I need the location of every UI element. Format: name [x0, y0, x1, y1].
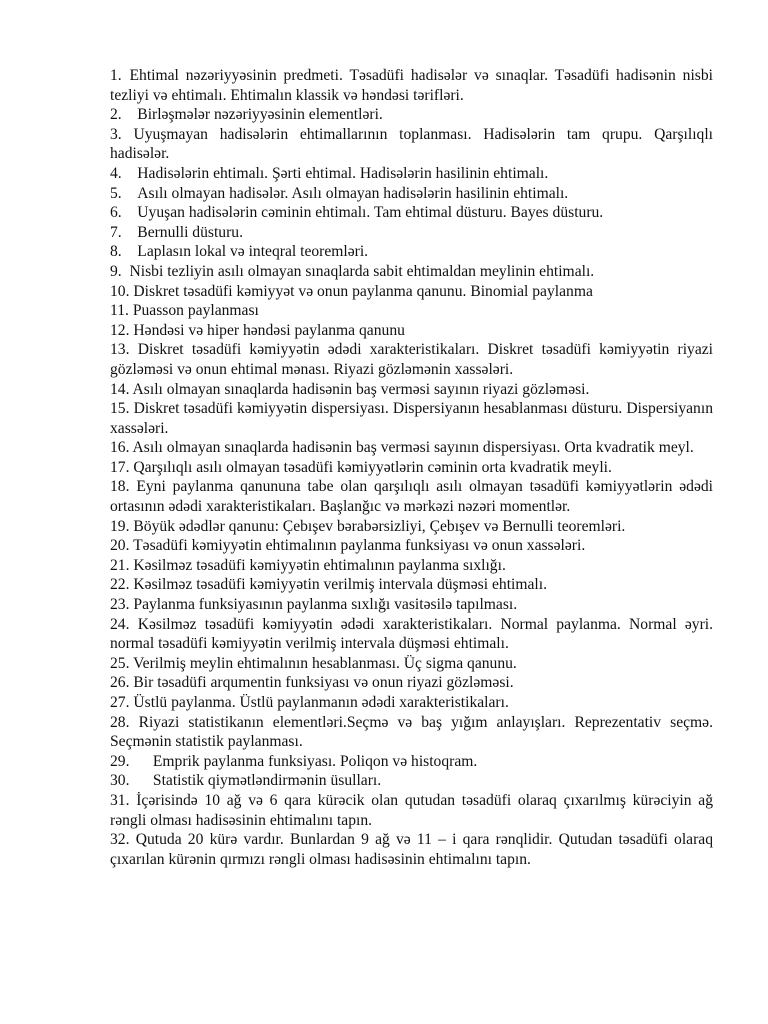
list-item: [110, 380, 713, 400]
list-item: [110, 752, 713, 772]
item-number: 4.: [110, 164, 122, 182]
list-item: [110, 458, 713, 478]
item-number: 10.: [110, 282, 130, 300]
item-text: Eyni paylanma qanununa tabe olan qarşılıqlı asılı olmayan təsadüfi kəmiyyətlərin ədədi ortasının ədədi xarakteristikaları. Başlanğıc və mərkəzi nəzəri momentlər.: [110, 478, 713, 516]
item-number-gap: [122, 243, 138, 260]
item-text: Birləşmələr nəzəriyyəsinin elementləri.: [137, 106, 383, 124]
list-item: [110, 340, 713, 379]
list-item: [110, 125, 713, 164]
list-item: [110, 438, 713, 458]
item-number-gap: [122, 106, 138, 123]
item-number: 27.: [110, 694, 130, 711]
item-text: Puasson paylanması: [132, 302, 259, 320]
item-number-gap: [122, 185, 138, 202]
item-number: 19.: [110, 517, 130, 535]
list-item: [110, 556, 713, 576]
item-number: 29.: [110, 752, 130, 770]
item-number-gap: [130, 753, 153, 770]
item-text: Uyuşan hadisələrin cəminin ehtimalı. Tam ehtimal düsturu. Bayes düsturu.: [137, 204, 604, 222]
item-text: Üstlü paylanma. Üstlü paylanmanın ədədi xarakteristikaları.: [133, 694, 509, 711]
item-text: Nisbi tezliyin asılı olmayan sınaqlarda sabit ehtimaldan meylinin ehtimalı.: [129, 262, 595, 280]
item-number-gap: [130, 341, 138, 358]
list-item: [110, 301, 713, 321]
list-item: [110, 615, 713, 654]
item-number: 13.: [110, 341, 130, 359]
item-text: Kəsilməz təsadüfi kəmiyyətin ehtimalının paylanma sıxlığı.: [133, 556, 506, 574]
item-number-gap: [122, 67, 130, 84]
item-number-gap: [130, 772, 153, 789]
item-text: Statistik qiymətləndirmənin üsulları.: [152, 772, 382, 790]
item-number: 6.: [110, 204, 122, 222]
list-item: [110, 262, 713, 282]
item-number: 26.: [110, 674, 130, 692]
list-item: [110, 203, 713, 223]
item-number-gap: [130, 714, 139, 731]
item-text: Ehtimal nəzəriyyəsinin predmeti. Təsadüfi hadisələr və sınaqlar. Təsadüfi hadisənin nisbi tezliyi və ehtimalı. Ehtimalın klassik və həndəsi tərifləri.: [110, 67, 713, 104]
list-item: [110, 830, 713, 869]
item-number: 20.: [110, 537, 130, 555]
item-text: Bir təsadüfi arqumentin funksiyası və onun riyazi gözləməsi.: [133, 674, 514, 692]
item-text: Kəsilməz təsadüfi kəmiyyətin ədədi xarakteristikaları. Normal paylanma. Normal əyri. normal təsadüfi kəmiyyətin verilmiş intervala düşməsi ehtimalı.: [110, 615, 714, 653]
list-item: [110, 575, 713, 595]
item-number: 30.: [110, 772, 130, 790]
item-text: Diskret təsadüfi kəmiyyət və onun paylanma qanunu. Binomial paylanma: [133, 282, 593, 300]
item-number-gap: [122, 263, 130, 280]
item-number: 23.: [110, 596, 130, 614]
list-item: [110, 771, 713, 791]
list-item: [110, 282, 713, 302]
list-item: [110, 517, 713, 537]
list-item: [110, 105, 713, 125]
item-text: Qarşılıqlı asılı olmayan təsadüfi kəmiyyətlərin cəminin orta kvadratik meyli.: [133, 458, 612, 476]
item-number: 17.: [110, 458, 130, 476]
item-text: İçərisində 10 ağ və 6 qara kürəcik olan qutudan təsadüfi olaraq çıxarılmış kürəciyin ağ rəngli olması hadisəsinin ehtimalını tapın.: [110, 791, 713, 829]
item-number: 32.: [110, 831, 130, 849]
list-item: [110, 66, 713, 105]
item-text: Həndəsi və hiper həndəsi paylanma qanunu: [133, 321, 405, 339]
list-item: [110, 595, 713, 615]
item-text: Laplasın lokal və inteqral teoremləri.: [137, 243, 369, 261]
item-number-gap: [130, 616, 138, 633]
item-number: 21.: [110, 556, 130, 574]
list-item: [110, 242, 713, 262]
list-item: [110, 184, 713, 204]
item-text: Diskret təsadüfi kəmiyyətin ədədi xarakteristikaları. Diskret təsadüfi kəmiyyətin riyazi gözləməsi və onun ehtimal mənası. Riyazi gözləmənin xassələri.: [110, 341, 714, 378]
list-item: [110, 536, 713, 556]
item-number: 28.: [110, 713, 130, 731]
item-number: 3.: [110, 125, 122, 143]
item-number: 7.: [110, 223, 122, 241]
item-number-gap: [122, 126, 134, 143]
item-text: Riyazi statistikanın elementləri.Seçmə və baş yığım anlayışları. Reprezentativ seçmə. Seçmənin statistik paylanması.: [110, 713, 713, 751]
item-number: 11.: [110, 302, 129, 320]
list-item: [110, 673, 713, 693]
item-number: 2.: [110, 106, 122, 124]
list-item: [110, 321, 713, 341]
item-number: 8.: [110, 243, 122, 261]
item-number: 15.: [110, 400, 130, 418]
item-text: Verilmiş meylin ehtimalının hesablanması. Üç sigma qanunu.: [133, 654, 517, 672]
item-number-gap: [122, 204, 138, 221]
item-number: 24.: [110, 615, 130, 633]
item-text: Qutuda 20 kürə vardır. Bunlardan 9 ağ və 11 – i qara rənqlidir. Qutudan təsadüfi olaraq çıxarılan kürənin qırmızı rəngli olması hadisəsinin ehtimalını tapın.: [110, 831, 713, 868]
item-number: 1.: [110, 67, 122, 84]
list-item: [110, 223, 713, 243]
item-text: Kəsilməz təsadüfi kəmiyyətin verilmiş intervala düşməsi ehtimalı.: [133, 576, 547, 594]
item-number: 22.: [110, 576, 130, 594]
list-item: [110, 713, 713, 752]
item-text: Asılı olmayan sınaqlarda hadisənin baş verməsi sayının riyazi gözləməsi.: [132, 380, 590, 398]
item-number-gap: [122, 165, 138, 182]
item-text: Diskret təsadüfi kəmiyyətin dispersiyası. Dispersiyanın hesablanması düsturu. Dispersiyanın xassələri.: [110, 400, 713, 437]
item-number: 18.: [110, 478, 130, 496]
document-page: [110, 66, 713, 869]
list-item: [110, 791, 713, 830]
item-number: 5.: [110, 184, 122, 202]
item-text: Bernulli düsturu.: [137, 223, 243, 241]
item-text: Asılı olmayan sınaqlarda hadisənin baş verməsi sayının dispersiyası. Orta kvadratik meyl.: [132, 439, 694, 457]
item-number: 16.: [110, 439, 130, 457]
item-text: Böyük ədədlər qanunu: Çebışev bərabərsizliyi, Çebışev və Bernulli teoremləri.: [133, 517, 626, 535]
item-text: Paylanma funksiyasının paylanma sıxlığı vasitəsilə tapılması.: [133, 596, 518, 614]
item-number: 31.: [110, 791, 130, 809]
list-item: [110, 477, 713, 516]
item-number: 9.: [110, 262, 122, 280]
list-item: [110, 654, 713, 674]
item-number: 14.: [110, 380, 130, 398]
item-text: Uyuşmayan hadisələrin ehtimallarının toplanması. Hadisələrin tam qrupu. Qarşılıqlı hadisələr.: [110, 125, 713, 163]
item-text: Hadisələrin ehtimalı. Şərti ehtimal. Hadisələrin hasilinin ehtimalı.: [137, 164, 549, 182]
list-item: [110, 164, 713, 184]
list-item: [110, 693, 713, 713]
item-number: 12.: [110, 321, 130, 339]
list-item: [110, 399, 713, 438]
item-text: Emprik paylanma funksiyası. Poliqon və histoqram.: [152, 752, 478, 770]
item-number: 25.: [110, 654, 130, 672]
item-number-gap: [122, 224, 138, 241]
item-text: Təsadüfi kəmiyyətin ehtimalının paylanma funksiyası və onun xassələri.: [133, 537, 586, 555]
item-text: Asılı olmayan hadisələr. Asılı olmayan hadisələrin hasilinin ehtimalı.: [137, 184, 569, 202]
